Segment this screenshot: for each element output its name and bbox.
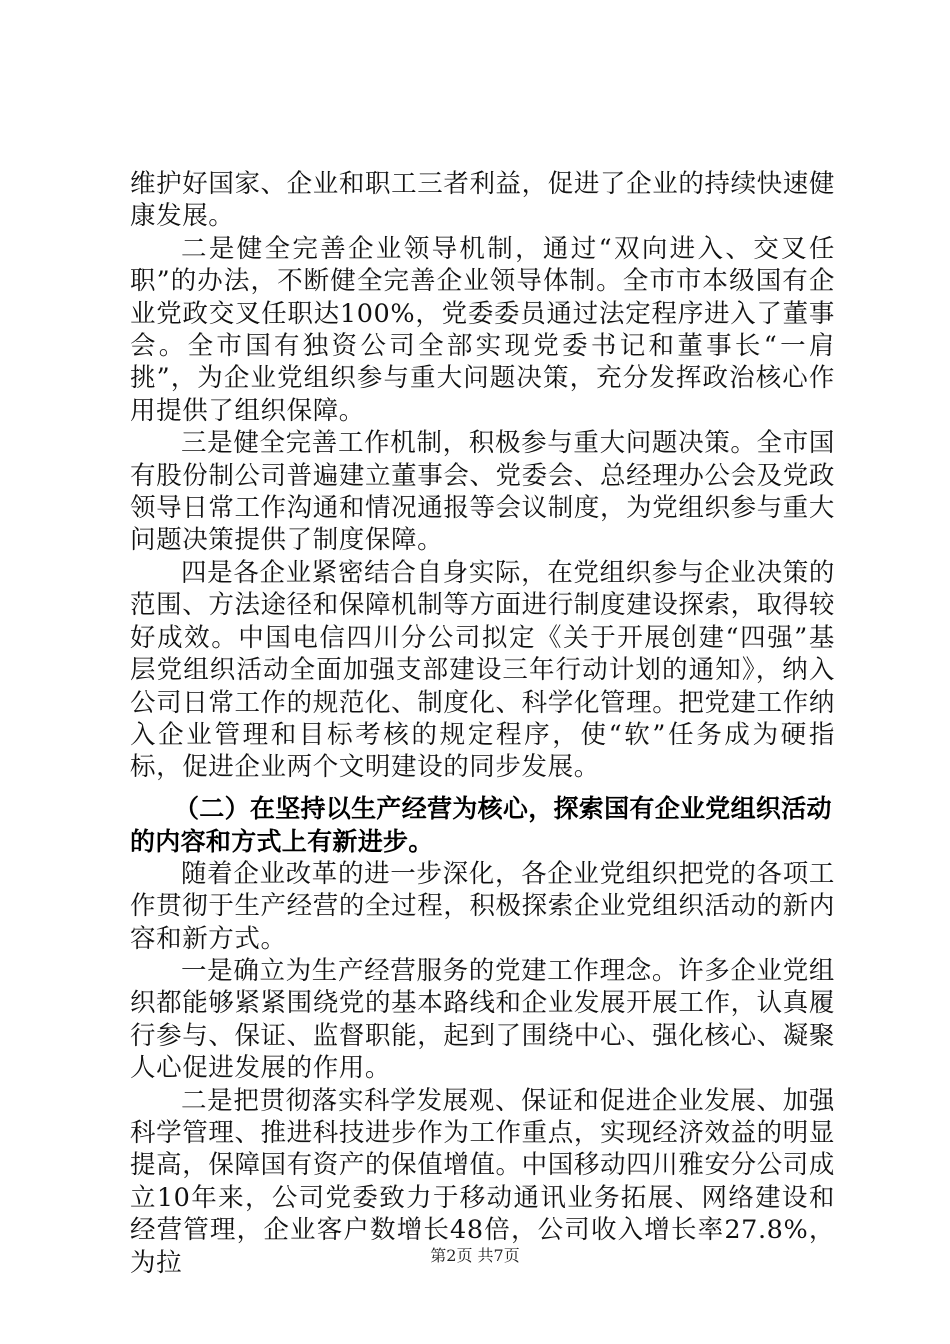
paragraph-reform-intro: 随着企业改革的进一步深化，各企业党组织把党的各项工作贯彻于生产经营的全过程，积极探索企业党组织活动的新内容和新方式。 [130, 858, 835, 954]
paragraph-leadership-mechanism: 二是健全完善企业领导机制，通过“双向进入、交叉任职”的办法，不断健全完善企业领导体制。全市市本级国有企业党政交叉任职达100%，党委委员通过法定程序进入了董事会。全市国有独资公司全部实现党委书记和董事长“一肩挑”，为企业党组织参与重大问题决策，充分发挥政治核心作用提供了组织保障。 [130, 233, 835, 426]
section-heading: （二）在坚持以生产经营为核心，探索国有企业党组织活动的内容和方式上有新进步。 [130, 793, 832, 856]
page-footer: 第2页 共7页 [430, 1246, 520, 1265]
paragraph-work-mechanism: 三是健全完善工作机制，积极参与重大问题决策。全市国有股份制公司普遍建立董事会、党委会、总经理办公会及党政领导日常工作沟通和情况通报等会议制度，为党组织参与重大问题决策提供了制度保障。 [130, 428, 835, 556]
document-body [130, 168, 835, 1279]
paragraph-service-concept: 一是确立为生产经营服务的党建工作理念。许多企业党组织都能够紧紧围绕党的基本路线和企业发展开展工作，认真履行参与、保证、监督职能，起到了围绕中心、强化核心、凝聚人心促进发展的作用。 [130, 955, 835, 1084]
paragraph-continued: 维护好国家、企业和职工三者利益，促进了企业的持续快速健康发展。 [130, 169, 835, 232]
paragraph-development-focus: 二是把贯彻落实科学发展观、保证和促进企业发展、加强科学管理、推进科技进步作为工作重点，实现经济效益的明显提高，保障国有资产的保值增值。中国移动四川雅安分公司成立10年来，公司党委致力于移动通讯业务拓展、网络建设和经营管理，企业客户数增长48倍，公司收入增长率27.8%，为拉 [130, 1085, 835, 1278]
paragraph-institution-building: 四是各企业紧密结合自身实际，在党组织参与企业决策的范围、方法途径和保障机制等方面进行制度建设探索，取得较好成效。中国电信四川分公司拟定《关于开展创建“四强”基层党组织活动全面加强支部建设三年行动计划的通知》，纳入公司日常工作的规范化、制度化、科学化管理。把党建工作纳入企业管理和目标考核的规定程序，使“软”任务成为硬指标，促进企业两个文明建设的同步发展。 [130, 557, 835, 783]
